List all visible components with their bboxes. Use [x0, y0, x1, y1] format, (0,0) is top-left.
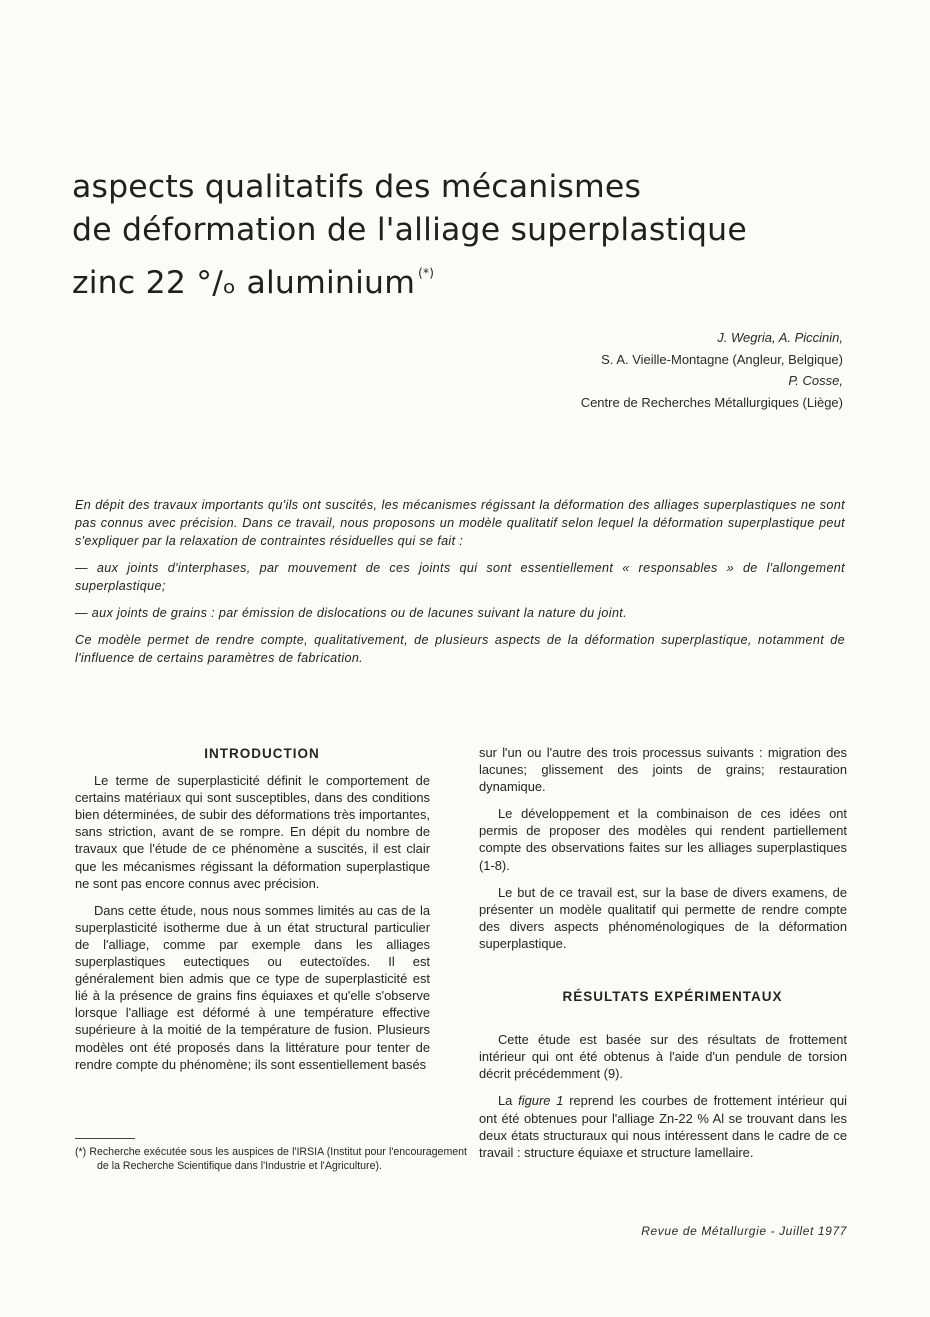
abstract-paragraph-1: En dépit des travaux importants qu'ils ont suscités, les mécanismes régissant la déformation des alliages superplastiques ne sont pas connus avec précision. Dans ce travail, nous proposons un modèle qualitatif selon lequel la déformation superplastique peut s'expliquer par la relaxation de contraintes résiduelles qui se fait :: [75, 498, 845, 548]
results-paragraph-2-start: La: [498, 1093, 519, 1109]
title-line-3: [72, 252, 852, 305]
abstract-list-item-2: — aux joints de grains : par émission de dislocations ou de lacunes suivant la nature du joint.: [75, 606, 627, 620]
section-spacer: [479, 962, 847, 988]
footnote-rule: [75, 1138, 135, 1139]
continued-paragraph: sur l'un ou l'autre des trois processus suivants : migration des lacunes; glissement des joints de grains; restauration dynamique.: [479, 745, 847, 795]
results-paragraph-1: Cette étude est basée sur des résultats de frottement intérieur qui ont été obtenus à l'aide d'un pendule de torsion décrit précédemment (9).: [479, 1032, 847, 1082]
left-column: [75, 745, 430, 1083]
author-affiliation-1: S. A. Vieille-Montagne (Angleur, Belgique): [601, 351, 843, 367]
title-line-1: aspects qualitatifs des mécanismes: [72, 169, 642, 205]
abstract-paragraph-2: Ce modèle permet de rendre compte, qualitativement, de plusieurs aspects de la déformation superplastique, notamment de l'influence de certains paramètres de fabrication.: [75, 633, 845, 665]
title-line-3-text: zinc 22 °/ₒ aluminium: [72, 265, 416, 301]
author-names-1: J. Wegria, A. Piccinin,: [717, 330, 843, 345]
results-paragraph-2: [479, 1092, 847, 1160]
intro-paragraph-4: Le but de ce travail est, sur la base de divers examens, de présenter un modèle qualitatif qui permette de rendre compte des divers aspects phénoménologiques de la déformation superplastique.: [479, 884, 847, 951]
footnote: (*) Recherche exécutée sous les auspices de l'IRSIA (Institut pour l'encouragement de la Recherche Scientifique dans l'Industrie et l'Agriculture).: [75, 1146, 467, 1172]
intro-paragraph-2: Dans cette étude, nous nous sommes limités au cas de la superplasticité isotherme due à un état structural particulier de l'alliage, comme par exemple dans les alliages superplastiques eutectiques ou eutectoïdes. Il est généralement bien admis que ce type de superplasticité est lié à la présence de grains fins équiaxes et qu'elle s'observe lorsque l'alliage est déformé à une température effective supérieure à la moitié de la température de fusion. Plusieurs modèles ont été proposés dans la littérature pour tenter de rendre compte du phénomène; ils sont essentiellement basés: [75, 902, 430, 1072]
journal-footer: Revue de Métallurgie - Juillet 1977: [641, 1224, 847, 1238]
abstract-list-item-1: — aux joints d'interphases, par mouvement de ces joints qui sont essentiellement « responsables » de l'allongement superplastique;: [75, 561, 845, 593]
introduction-heading: INTRODUCTION: [204, 746, 320, 761]
results-paragraph-2-rest: reprend les courbes de frottement intérieur qui ont été obtenues pour l'alliage Zn-22 % Al se trouvant dans les deux états structuraux qui nous intéressent dans le cadre de ce travail : structure équiaxe et structure lamellaire.: [479, 1093, 848, 1160]
title-note-marker: (*): [418, 266, 435, 280]
author-names-2: P. Cosse,: [788, 373, 843, 388]
figure-reference: figure 1: [518, 1093, 564, 1109]
results-heading: RÉSULTATS EXPÉRIMENTAUX: [562, 989, 783, 1005]
title-line-2: de déformation de l'alliage superplastique: [72, 212, 747, 248]
article-title: [72, 166, 852, 305]
intro-paragraph-1: Le terme de superplasticité définit le comportement de certains matériaux qui sont susceptibles, dans des conditions bien déterminées, de subir des déformations très importantes, sans striction, avant de se rompre. En dépit du nombre de travaux que l'étude de ce phénomène a suscités, il est clair que les mécanismes régissant la déformation superplastique ne sont pas encore connus avec précision.: [75, 773, 430, 891]
intro-paragraph-3: Le développement et la combinaison de ces idées ont permis de proposer des modèles qui rendent partiellement compte des observations faites sur les alliages superplastiques (1-8).: [479, 806, 847, 873]
right-column: [479, 744, 847, 1171]
abstract: [75, 496, 845, 676]
author-block: [581, 327, 843, 413]
author-affiliation-2: Centre de Recherches Métallurgiques (Liège): [580, 394, 843, 410]
